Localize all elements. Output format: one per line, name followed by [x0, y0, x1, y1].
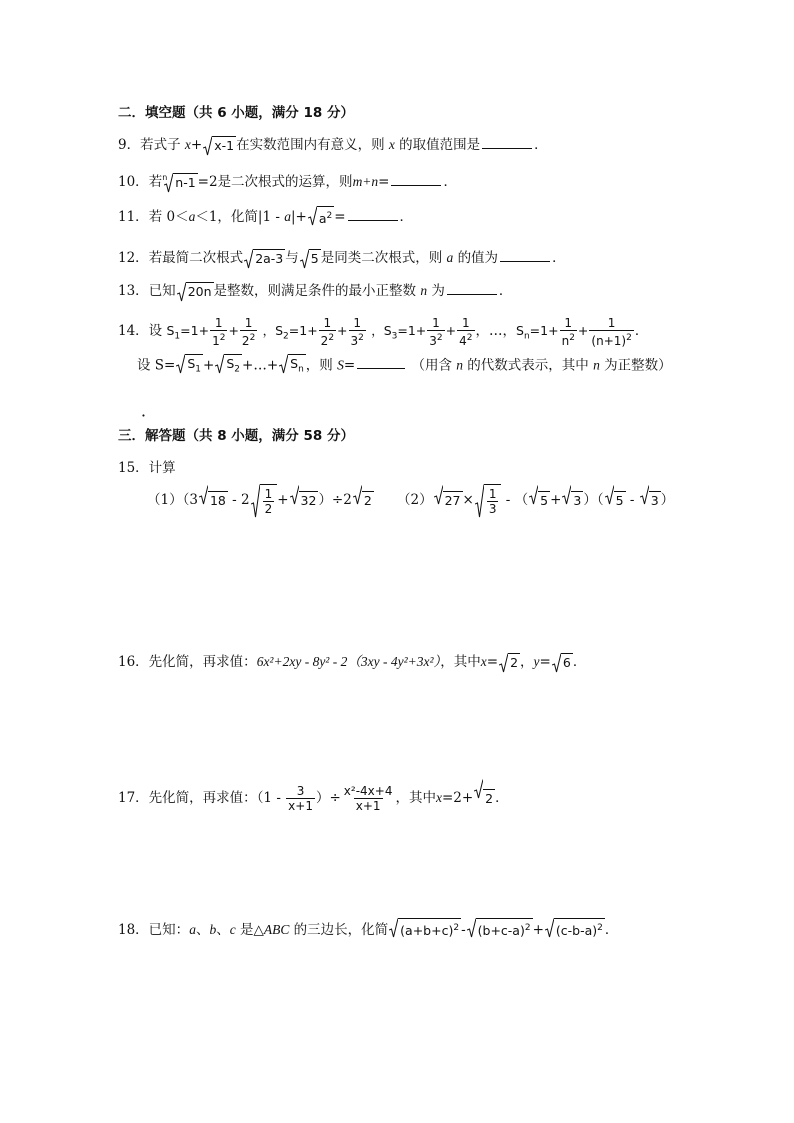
sqrt-expression: 3: [562, 485, 583, 517]
fraction: $\frac{1}{n^2}$: [561, 315, 575, 348]
answer-blank[interactable]: [391, 171, 441, 186]
sqrt-fraction: $\frac{1}{3}$: [475, 484, 502, 517]
question-10: 10．若$^n$ n-1 =2是二次根式的运算，则m+n= ．: [118, 168, 457, 193]
sqrt-fraction: $\frac{1}{2}$: [251, 484, 278, 517]
trailing-period: ．: [141, 401, 158, 420]
fraction: $\frac{1}{3^2}$: [429, 315, 443, 348]
fraction: $\frac{\text{x²-4x+4}}{x+1}$: [343, 784, 393, 813]
sqrt-expression: 27: [434, 485, 463, 517]
answer-blank[interactable]: [482, 134, 532, 149]
answer-blank[interactable]: [447, 280, 497, 295]
sqrt-expression: 2: [353, 485, 374, 517]
fraction: $\frac{1}{4^2}$: [459, 315, 473, 348]
fraction: $\frac{1}{3^2}$: [350, 315, 364, 348]
sqrt-expression: $(a+b+c)^2$: [389, 918, 461, 943]
question-14: 14．设 $S_1=1+$ $\frac{1}{1^2}$ + $\frac{1}{2^2}$ ，$S_2=1+$ $\frac{1}{2^2}$ + $\frac{1}{3^2}$ ，$S_3=1+$ $\frac{1}{3^2}$ + $\frac{1}{4^2}$ ，…，$S_n=1+$ $\frac{1}{n^2}$ + $\frac{1}{(n+1)^2}$ ．: [118, 315, 649, 348]
sqrt-expression: 20n: [177, 282, 214, 302]
fraction: $\frac{3}{x+1}$: [288, 784, 313, 813]
question-15: 15．计算: [118, 460, 176, 476]
sqrt-expression: 5: [300, 249, 321, 269]
question-15-part-2: （2） 27 × $\frac{1}{3}$ - （ 5 + 3 ）（ 5 - 3 ）: [397, 484, 674, 517]
sqrt-expression: $S_1$: [176, 354, 203, 378]
sqrt-expression: 18: [199, 485, 228, 517]
fraction: $\frac{1}{2^2}$: [320, 315, 335, 348]
question-number: 12．: [118, 250, 149, 266]
sqrt-expression: $a^2$: [308, 206, 334, 229]
sqrt-expression: $S_n$: [279, 354, 306, 378]
answer-blank[interactable]: [348, 206, 398, 221]
nth-root-expression: n-1: [164, 173, 197, 193]
question-16: 16．先化简，再求值：6x²+2xy - 8y² - 2（3xy - 4y²+3x²），其中x= 2 ，y= 6 ．: [118, 652, 586, 673]
question-number: 10．: [118, 174, 149, 190]
sqrt-expression: 6: [552, 653, 573, 673]
sqrt-expression: $(c-b-a)^2$: [545, 918, 605, 943]
section-title-answer: 三．解答题（共 8 小题，满分 58 分）: [118, 428, 354, 444]
question-11: 11．若 0＜a＜1，化简|1 - a|+ $a^2$ = ．: [118, 206, 413, 229]
fraction: $\frac{1}{1^2}$: [212, 315, 226, 348]
sqrt-expression: x-1: [203, 136, 236, 156]
sqrt-expression: $(b+c-a)^2$: [467, 918, 533, 943]
sqrt-expression: 2: [474, 779, 495, 819]
question-17: 17．先化简，再求值：（1 - $\frac{3}{x+1}$ ）÷ $\frac{\text{x²-4x+4}}{x+1}$ ，其中x=2+ 2 ．: [118, 778, 509, 819]
question-15-part-1: （1）（3 18 - 2 $\frac{1}{2}$ + 32 ）÷2 2: [147, 484, 374, 517]
question-number: 14．设: [118, 323, 163, 339]
question-14-line-2: 设 S= $S_1$ + $S_2$ +…+ $S_n$ ，则 S= （用含 n 的代数式表示，其中 n 为正整数）: [137, 354, 672, 378]
sqrt-expression: $S_2$: [215, 354, 242, 378]
sqrt-expression: 32: [290, 485, 319, 517]
answer-blank[interactable]: [500, 247, 550, 262]
question-18: 18．已知：a、b、c 是△ABC 的三边长，化简 $(a+b+c)^2$ - $(b+c-a)^2$ + $(c-b-a)^2$ ．: [118, 918, 618, 943]
sqrt-expression: 2: [499, 653, 520, 673]
answer-blank[interactable]: [357, 354, 405, 369]
question-number: 11．: [118, 209, 149, 226]
fraction: $\frac{1}{2^2}$: [241, 315, 256, 348]
fraction: $\frac{1}{(n+1)^2}$: [591, 315, 632, 348]
question-13: 13．已知 20n 是整数，则满足条件的最小正整数 n 为 ．: [118, 280, 512, 302]
question-number: 9．: [118, 137, 141, 153]
sqrt-expression: 5: [605, 485, 626, 517]
sqrt-expression: 5: [529, 485, 550, 517]
section-title-fill-in: 二．填空题（共 6 小题，满分 18 分）: [118, 105, 354, 121]
question-9: 9．若式子 x+ x-1 在实数范围内有意义，则 x 的取值范围是 ．: [118, 134, 548, 156]
question-number: 13．: [118, 283, 149, 299]
question-12: 12．若最简二次根式 2a-3 与 5 是同类二次根式，则 a 的值为 ．: [118, 247, 566, 269]
sqrt-expression: 2a-3: [244, 249, 285, 269]
sqrt-expression: 3: [640, 485, 661, 517]
